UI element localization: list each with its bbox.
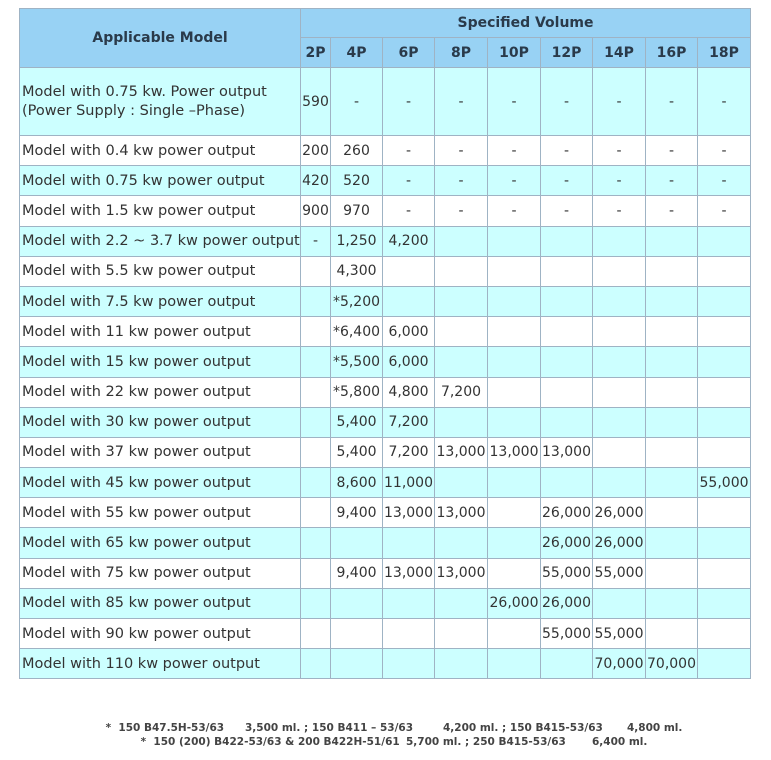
volume-cell-2p xyxy=(301,588,331,618)
model-label-line-1: Model with 85 kw power output xyxy=(22,595,251,612)
volume-cell-18p xyxy=(698,619,751,649)
footnote-2-part-2: 5,700 ml. ; 250 B415-53/63 xyxy=(406,736,566,748)
volume-cell-4p: 9,400 xyxy=(331,498,383,528)
model-label-line-1: Model with 55 kw power output xyxy=(22,504,251,521)
column-header-14p: 14P xyxy=(593,38,646,68)
volume-cell-10p xyxy=(488,286,541,316)
model-label xyxy=(20,347,301,377)
model-label-line-1: Model with 22 kw power output xyxy=(22,384,251,401)
volume-cell-8p xyxy=(435,407,488,437)
volume-cell-6p xyxy=(383,256,435,286)
volume-cell-8p xyxy=(435,649,488,679)
model-label-line-1: Model with 45 kw power output xyxy=(22,474,251,491)
volume-cell-6p: - xyxy=(383,196,435,226)
column-header-6p: 6P xyxy=(383,38,435,68)
volume-cell-8p xyxy=(435,347,488,377)
volume-cell-6p: 13,000 xyxy=(383,558,435,588)
model-label-line-1: Model with 0.75 kw. Power output xyxy=(22,83,267,100)
volume-cell-12p: 55,000 xyxy=(541,619,593,649)
volume-cell-16p xyxy=(646,437,698,467)
volume-cell-8p: - xyxy=(435,68,488,136)
table-row xyxy=(20,468,751,498)
column-header-16p: 16P xyxy=(646,38,698,68)
specified-volume-table xyxy=(19,8,751,679)
volume-cell-16p: - xyxy=(646,166,698,196)
volume-cell-10p: - xyxy=(488,196,541,226)
table-row xyxy=(20,256,751,286)
model-label xyxy=(20,68,301,136)
volume-cell-8p: - xyxy=(435,196,488,226)
volume-cell-8p xyxy=(435,468,488,498)
volume-cell-6p: 7,200 xyxy=(383,407,435,437)
volume-cell-16p xyxy=(646,498,698,528)
model-label-line-1: Model with 90 kw power output xyxy=(22,625,251,642)
table-row xyxy=(20,377,751,407)
volume-cell-8p: 13,000 xyxy=(435,498,488,528)
volume-cell-14p: - xyxy=(593,68,646,136)
volume-cell-14p: - xyxy=(593,166,646,196)
volume-cell-12p xyxy=(541,226,593,256)
volume-cell-2p xyxy=(301,286,331,316)
volume-cell-16p xyxy=(646,226,698,256)
model-label xyxy=(20,498,301,528)
table-row xyxy=(20,226,751,256)
table-row xyxy=(20,347,751,377)
model-label-line-1: Model with 110 kw power output xyxy=(22,655,260,672)
model-label-line-1: Model with 5.5 kw power output xyxy=(22,263,256,280)
volume-cell-18p xyxy=(698,407,751,437)
table-row xyxy=(20,317,751,347)
volume-cell-4p: *5,200 xyxy=(331,286,383,316)
volume-cell-18p xyxy=(698,286,751,316)
column-header-12p: 12P xyxy=(541,38,593,68)
volume-cell-16p xyxy=(646,558,698,588)
volume-cell-12p: - xyxy=(541,166,593,196)
volume-cell-2p: 200 xyxy=(301,136,331,166)
table-row xyxy=(20,498,751,528)
volume-cell-8p: - xyxy=(435,136,488,166)
volume-cell-12p: - xyxy=(541,136,593,166)
volume-cell-18p: - xyxy=(698,136,751,166)
volume-cell-6p: 4,200 xyxy=(383,226,435,256)
volume-cell-4p: 520 xyxy=(331,166,383,196)
volume-cell-2p: - xyxy=(301,226,331,256)
volume-cell-6p: - xyxy=(383,68,435,136)
column-header-18p: 18P xyxy=(698,38,751,68)
volume-cell-18p xyxy=(698,256,751,286)
volume-cell-14p xyxy=(593,317,646,347)
volume-cell-2p xyxy=(301,619,331,649)
volume-cell-18p xyxy=(698,226,751,256)
volume-cell-10p xyxy=(488,558,541,588)
volume-cell-8p: 13,000 xyxy=(435,437,488,467)
table-row xyxy=(20,588,751,618)
volume-cell-4p: - xyxy=(331,68,383,136)
volume-cell-2p xyxy=(301,437,331,467)
column-header-8p: 8P xyxy=(435,38,488,68)
model-label xyxy=(20,317,301,347)
table-row xyxy=(20,649,751,679)
volume-cell-2p xyxy=(301,256,331,286)
volume-cell-6p xyxy=(383,619,435,649)
model-label-line-1: Model with 1.5 kw power output xyxy=(22,202,256,219)
volume-cell-10p xyxy=(488,528,541,558)
volume-cell-14p xyxy=(593,347,646,377)
model-label xyxy=(20,166,301,196)
volume-cell-6p: 6,000 xyxy=(383,347,435,377)
footnote-1-part-4: 4,800 ml. xyxy=(627,722,683,734)
volume-cell-14p: 26,000 xyxy=(593,498,646,528)
volume-cell-8p: 13,000 xyxy=(435,558,488,588)
volume-cell-16p xyxy=(646,407,698,437)
volume-cell-16p xyxy=(646,317,698,347)
footnote-1-part-2: 3,500 ml. ; 150 B411 – 53/63 xyxy=(245,722,414,734)
volume-cell-16p xyxy=(646,619,698,649)
volume-cell-18p: - xyxy=(698,196,751,226)
volume-cell-4p: 1,250 xyxy=(331,226,383,256)
volume-cell-2p xyxy=(301,347,331,377)
model-label xyxy=(20,286,301,316)
volume-cell-16p xyxy=(646,286,698,316)
volume-cell-4p xyxy=(331,649,383,679)
volume-cell-18p xyxy=(698,528,751,558)
volume-cell-14p xyxy=(593,226,646,256)
volume-cell-2p xyxy=(301,468,331,498)
volume-cell-14p xyxy=(593,286,646,316)
volume-cell-2p xyxy=(301,649,331,679)
volume-cell-10p: - xyxy=(488,136,541,166)
volume-cell-12p xyxy=(541,347,593,377)
volume-cell-6p: - xyxy=(383,136,435,166)
volume-cell-2p: 900 xyxy=(301,196,331,226)
volume-cell-10p xyxy=(488,468,541,498)
volume-cell-6p xyxy=(383,588,435,618)
volume-cell-14p: 55,000 xyxy=(593,558,646,588)
volume-cell-18p: 55,000 xyxy=(698,468,751,498)
volume-cell-2p xyxy=(301,377,331,407)
volume-cell-10p xyxy=(488,498,541,528)
model-label-line-1: Model with 15 kw power output xyxy=(22,353,251,370)
model-label xyxy=(20,437,301,467)
volume-cell-6p: - xyxy=(383,166,435,196)
model-label xyxy=(20,226,301,256)
model-label xyxy=(20,588,301,618)
table-row xyxy=(20,286,751,316)
volume-cell-4p xyxy=(331,588,383,618)
volume-cell-2p xyxy=(301,528,331,558)
volume-cell-16p: 70,000 xyxy=(646,649,698,679)
volume-cell-4p: 8,600 xyxy=(331,468,383,498)
footnote-2-part-1: * 150 (200) B422-53/63 & 200 B422H-51/61 xyxy=(140,736,400,748)
specified-volume-header: Specified Volume xyxy=(301,9,751,38)
volume-cell-6p xyxy=(383,286,435,316)
model-label-line-1: Model with 11 kw power output xyxy=(22,323,251,340)
volume-cell-18p xyxy=(698,498,751,528)
volume-cell-2p: 590 xyxy=(301,68,331,136)
model-label xyxy=(20,196,301,226)
volume-cell-16p xyxy=(646,528,698,558)
volume-cell-16p: - xyxy=(646,196,698,226)
volume-cell-6p: 6,000 xyxy=(383,317,435,347)
table-row xyxy=(20,68,751,136)
volume-cell-16p xyxy=(646,347,698,377)
volume-cell-14p xyxy=(593,437,646,467)
model-label xyxy=(20,528,301,558)
model-label xyxy=(20,256,301,286)
model-label-line-2: (Power Supply : Single –Phase) xyxy=(22,102,246,119)
volume-cell-8p xyxy=(435,528,488,558)
column-header-10p: 10P xyxy=(488,38,541,68)
volume-cell-10p xyxy=(488,377,541,407)
model-label-line-1: Model with 7.5 kw power output xyxy=(22,293,256,310)
applicable-model-header: Applicable Model xyxy=(20,9,301,68)
volume-cell-2p xyxy=(301,558,331,588)
volume-cell-10p: - xyxy=(488,166,541,196)
volume-cell-14p: 70,000 xyxy=(593,649,646,679)
volume-cell-8p xyxy=(435,226,488,256)
volume-cell-12p: 26,000 xyxy=(541,498,593,528)
volume-cell-2p xyxy=(301,498,331,528)
model-label xyxy=(20,377,301,407)
volume-cell-4p: *6,400 xyxy=(331,317,383,347)
volume-cell-12p xyxy=(541,256,593,286)
volume-cell-10p: 13,000 xyxy=(488,437,541,467)
model-label-line-1: Model with 37 kw power output xyxy=(22,444,251,461)
volume-cell-8p: 7,200 xyxy=(435,377,488,407)
model-label-line-1: Model with 2.2 ~ 3.7 kw power output xyxy=(22,233,300,250)
volume-cell-16p: - xyxy=(646,136,698,166)
volume-cell-2p: 420 xyxy=(301,166,331,196)
volume-cell-10p xyxy=(488,317,541,347)
model-label-line-1: Model with 75 kw power output xyxy=(22,565,251,582)
volume-cell-12p: - xyxy=(541,196,593,226)
volume-cell-14p: - xyxy=(593,196,646,226)
volume-cell-4p: 9,400 xyxy=(331,558,383,588)
volume-cell-16p xyxy=(646,588,698,618)
volume-cell-4p: 970 xyxy=(331,196,383,226)
volume-cell-12p xyxy=(541,377,593,407)
volume-cell-8p xyxy=(435,619,488,649)
volume-cell-18p xyxy=(698,317,751,347)
volume-cell-14p xyxy=(593,588,646,618)
volume-cell-18p xyxy=(698,437,751,467)
volume-cell-8p xyxy=(435,286,488,316)
volume-cell-18p xyxy=(698,347,751,377)
volume-cell-12p xyxy=(541,286,593,316)
volume-cell-12p: 26,000 xyxy=(541,588,593,618)
volume-cell-8p: - xyxy=(435,166,488,196)
volume-cell-10p: 26,000 xyxy=(488,588,541,618)
volume-cell-2p xyxy=(301,317,331,347)
footnote-2-part-3: 6,400 ml. xyxy=(592,736,648,748)
volume-cell-2p xyxy=(301,407,331,437)
volume-cell-14p: 55,000 xyxy=(593,619,646,649)
table-row xyxy=(20,437,751,467)
table-row xyxy=(20,528,751,558)
volume-cell-6p: 11,000 xyxy=(383,468,435,498)
volume-cell-14p xyxy=(593,256,646,286)
volume-cell-10p xyxy=(488,226,541,256)
volume-cell-4p: *5,800 xyxy=(331,377,383,407)
volume-cell-10p xyxy=(488,649,541,679)
volume-cell-10p xyxy=(488,619,541,649)
model-label-line-1: Model with 0.4 kw power output xyxy=(22,142,256,159)
volume-cell-12p: 13,000 xyxy=(541,437,593,467)
model-label xyxy=(20,136,301,166)
volume-cell-10p xyxy=(488,256,541,286)
volume-cell-4p: 260 xyxy=(331,136,383,166)
column-header-2p: 2P xyxy=(301,38,331,68)
volume-cell-10p xyxy=(488,347,541,377)
volume-cell-14p: - xyxy=(593,136,646,166)
table-row xyxy=(20,407,751,437)
model-label-line-1: Model with 65 kw power output xyxy=(22,535,251,552)
volume-cell-12p xyxy=(541,649,593,679)
volume-cell-12p xyxy=(541,407,593,437)
model-label xyxy=(20,468,301,498)
volume-cell-14p: 26,000 xyxy=(593,528,646,558)
model-label xyxy=(20,407,301,437)
column-header-4p: 4P xyxy=(331,38,383,68)
model-label xyxy=(20,558,301,588)
footnote-1-part-3: 4,200 ml. ; 150 B415-53/63 xyxy=(443,722,603,734)
volume-cell-18p: - xyxy=(698,68,751,136)
volume-cell-18p xyxy=(698,377,751,407)
volume-cell-4p: *5,500 xyxy=(331,347,383,377)
volume-cell-18p xyxy=(698,649,751,679)
table-row xyxy=(20,619,751,649)
volume-cell-6p: 13,000 xyxy=(383,498,435,528)
model-label xyxy=(20,649,301,679)
volume-cell-14p xyxy=(593,468,646,498)
volume-cell-8p xyxy=(435,588,488,618)
volume-cell-4p: 5,400 xyxy=(331,407,383,437)
volume-cell-4p xyxy=(331,528,383,558)
model-label-line-1: Model with 30 kw power output xyxy=(22,414,251,431)
model-label-line-1: Model with 0.75 kw power output xyxy=(22,172,265,189)
volume-cell-12p xyxy=(541,317,593,347)
volume-cell-12p: - xyxy=(541,68,593,136)
volume-cell-10p xyxy=(488,407,541,437)
volume-cell-4p xyxy=(331,619,383,649)
volume-cell-18p xyxy=(698,588,751,618)
table-row xyxy=(20,558,751,588)
volume-cell-18p: - xyxy=(698,166,751,196)
volume-cell-14p xyxy=(593,377,646,407)
volume-cell-6p: 4,800 xyxy=(383,377,435,407)
volume-cell-4p: 4,300 xyxy=(331,256,383,286)
table-row xyxy=(20,166,751,196)
volume-cell-6p xyxy=(383,528,435,558)
volume-cell-12p: 55,000 xyxy=(541,558,593,588)
volume-cell-8p xyxy=(435,256,488,286)
volume-cell-6p xyxy=(383,649,435,679)
volume-cell-16p xyxy=(646,468,698,498)
footnote-1-part-1: * 150 B47.5H-53/63 xyxy=(105,722,225,734)
volume-cell-4p: 5,400 xyxy=(331,437,383,467)
volume-cell-8p xyxy=(435,317,488,347)
table-row xyxy=(20,136,751,166)
volume-cell-14p xyxy=(593,407,646,437)
volume-cell-18p xyxy=(698,558,751,588)
volume-cell-10p: - xyxy=(488,68,541,136)
volume-cell-12p: 26,000 xyxy=(541,528,593,558)
volume-cell-16p xyxy=(646,256,698,286)
volume-cell-12p xyxy=(541,468,593,498)
volume-cell-6p: 7,200 xyxy=(383,437,435,467)
volume-cell-16p: - xyxy=(646,68,698,136)
table-row xyxy=(20,196,751,226)
model-label xyxy=(20,619,301,649)
volume-cell-16p xyxy=(646,377,698,407)
